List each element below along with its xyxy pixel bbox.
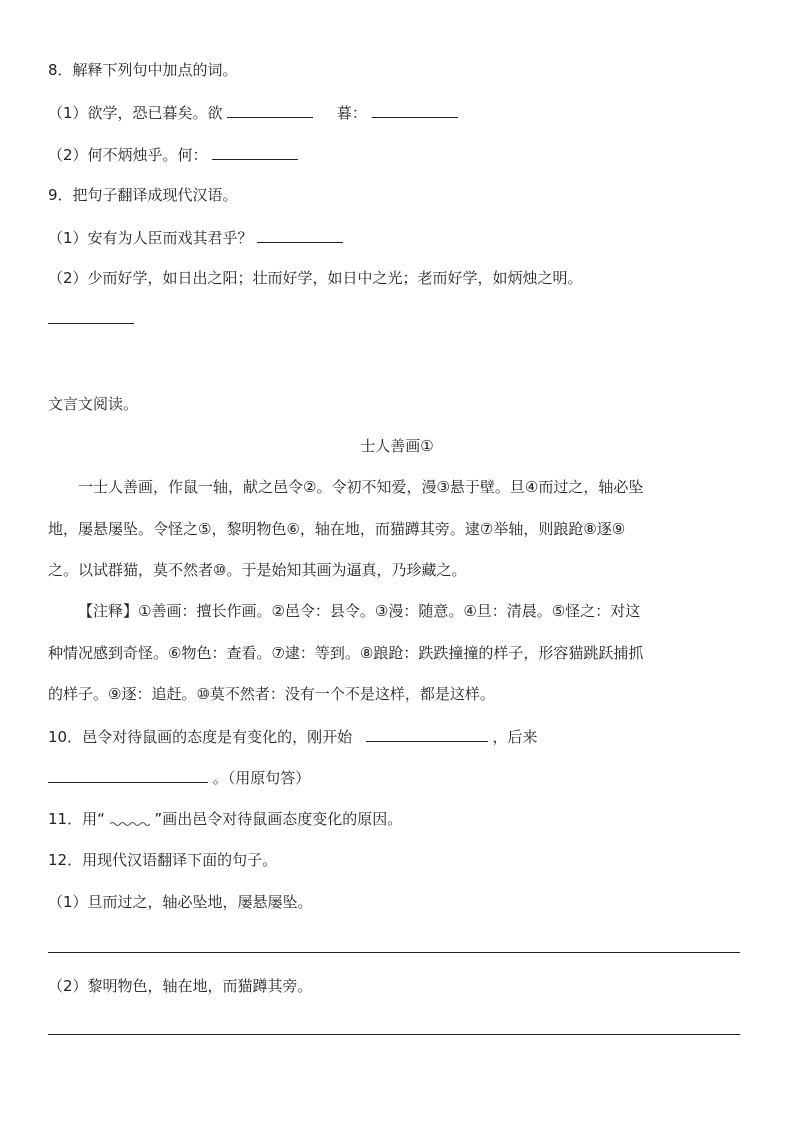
q10-text-a: 10．邑令对待鼠画的态度是有变化的，刚开始 (48, 728, 353, 746)
passage-line: 地，屡悬屡坠。令怪之⑤，黎明物色⑥，轴在地，而猫蹲其旁。逮⑦举轴，则踉跄⑧逐⑨ (48, 520, 626, 538)
section-intro: 文言文阅读。 (48, 395, 139, 413)
q8-item-1-text-2: 暮： (336, 104, 367, 122)
q10-blank-2[interactable] (48, 767, 208, 783)
notes-line: 【注释】①善画：擅长作画。②邑令：县令。③漫：随意。④旦：清晨。⑤怪之：对这 (78, 602, 641, 620)
q8-item-2 (48, 144, 298, 165)
passage-title: 士人善画① (360, 437, 434, 455)
wavy-underline-icon (110, 813, 150, 827)
q9-stem: 9．把句子翻译成现代汉语。 (48, 186, 238, 204)
q12-item-1-text: （1）旦而过之，轴必坠地，屡悬屡坠。 (48, 893, 313, 911)
q10-line-2 (48, 767, 310, 788)
q12-item-2-answer-line[interactable] (48, 1034, 740, 1035)
q9-item-1-text: （1）安有为人臣而戏其君乎？ (48, 229, 253, 247)
q8-item-1 (48, 102, 458, 123)
q10-blank-1[interactable] (366, 726, 488, 742)
q11-line (48, 809, 402, 829)
q9-item-1-blank[interactable] (257, 227, 343, 243)
q12-item-1-answer-line[interactable] (48, 952, 740, 953)
q9-item-1 (48, 227, 343, 248)
passage-line: 一士人善画，作鼠一轴，献之邑令②。令初不知爱，漫③悬于壁。旦④而过之，轴必坠 (78, 478, 644, 496)
q8-item-2-text: （2）何不炳烛乎。何： (48, 146, 208, 164)
q8-item-1-text: （1）欲学，恐已暮矣。欲 (48, 104, 223, 122)
notes-line: 的样子。⑨逐：追赶。⑩莫不然者：没有一个不是这样，都是这样。 (48, 685, 495, 703)
q12-item-2-text: （2）黎明物色，轴在地，而猫蹲其旁。 (48, 977, 313, 995)
q10-text-b: ，后来 (492, 728, 538, 746)
q9-item-2-blank[interactable] (48, 308, 134, 324)
q8-item-2-blank[interactable] (212, 144, 298, 160)
q8-item-1-blank-2[interactable] (372, 102, 458, 118)
q12-stem: 12．用现代汉语翻译下面的句子。 (48, 851, 278, 869)
notes-line: 种情况感到奇怪。⑥物色：查看。⑦逮：等到。⑧踉跄：跌跌撞撞的样子，形容猫跳跃捕抓 (48, 644, 644, 662)
q8-stem: 8．解释下列句中加点的词。 (48, 61, 238, 79)
q9-item-2 (48, 308, 134, 329)
q10-text-c: 。（用原句答） (212, 769, 311, 787)
q11-text-b: ”画出邑令对待鼠画态度变化的原因。 (154, 810, 403, 828)
q11-text-a: 11．用“ (48, 810, 105, 828)
q9-item-2-text: （2）少而好学，如日出之阳；壮而好学，如日中之光；老而好学，如炳烛之明。 (48, 269, 583, 287)
q8-item-1-blank-1[interactable] (227, 102, 313, 118)
passage-line: 之。以试群猫，莫不然者⑩。于是始知其画为逼真，乃珍藏之。 (48, 561, 467, 579)
q10-line-1 (48, 726, 537, 747)
